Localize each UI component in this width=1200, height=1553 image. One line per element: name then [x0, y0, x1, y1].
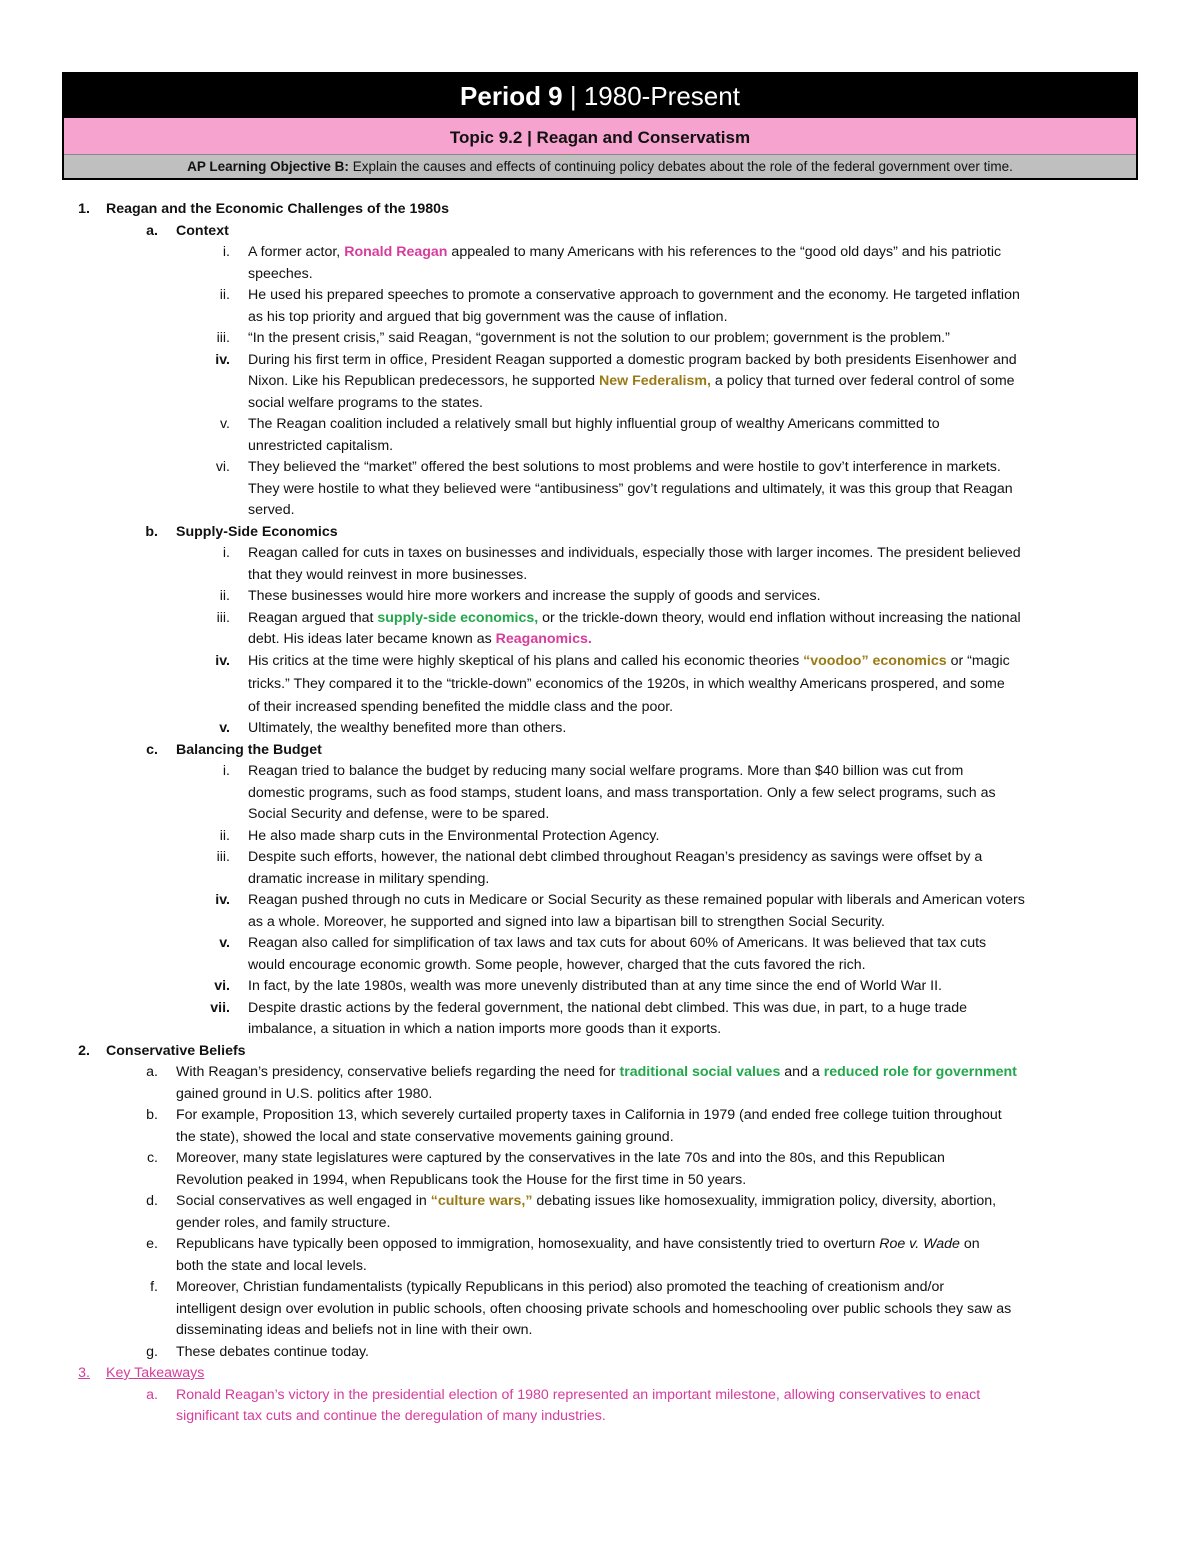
- outline-text: [176, 740, 322, 762]
- outline-text: [248, 933, 986, 955]
- outline-marker: e.: [146, 1236, 158, 1252]
- outline-text: [248, 328, 950, 350]
- outline-marker: a.: [146, 1064, 158, 1080]
- outline-marker: v.: [219, 935, 230, 951]
- outline-line: [0, 955, 1200, 977]
- outline-marker: i.: [222, 244, 230, 260]
- outline-line: [0, 869, 1200, 891]
- text-segment: Social conservatives as well engaged in: [176, 1193, 431, 1209]
- outline-marker: iii.: [216, 330, 230, 346]
- outline-text: [248, 697, 673, 719]
- outline-text: [248, 414, 940, 436]
- outline-line: [0, 285, 1200, 307]
- outline-text: [248, 371, 1015, 393]
- text-segment: that they would reinvest in more businesses.: [248, 566, 528, 583]
- outline-line: [0, 264, 1200, 286]
- outline-line: [0, 608, 1200, 630]
- outline-line: [0, 651, 1200, 673]
- text-segment: appealed to many Americans with his references to the “good old days” and his patriotic: [447, 244, 1002, 260]
- text-segment: Moreover, Christian fundamentalists (typically Republicans in this period) also promoted the teaching of creationism and/or: [176, 1279, 945, 1295]
- outline-text: [176, 1148, 945, 1170]
- text-segment: disseminating ideas and beliefs not in line with their own.: [176, 1322, 533, 1338]
- outline-line: [0, 804, 1200, 826]
- text-segment: During his first term in office, President Reagan supported a domestic program backed by both presidents Eisenhower and: [248, 351, 1017, 368]
- outline-text: [248, 912, 885, 934]
- highlighted-term: significant tax cuts and continue the deregulation of many industries.: [176, 1408, 606, 1424]
- highlighted-term: Roe v. Wade: [879, 1236, 960, 1252]
- outline-text: [176, 1256, 367, 1278]
- outline-text: [248, 1019, 721, 1041]
- highlighted-term: Key Takeaways: [106, 1365, 205, 1381]
- outline-text: [176, 1320, 532, 1342]
- outline-text: [106, 1363, 204, 1385]
- outline-line: [0, 1213, 1200, 1235]
- outline-marker: ii.: [219, 588, 230, 604]
- outline-line: [0, 199, 1200, 221]
- outline-text: [248, 826, 659, 848]
- outline-marker: ii.: [219, 287, 230, 303]
- outline-text: [248, 500, 295, 522]
- outline-line: [0, 718, 1200, 740]
- text-segment: gender roles, and family structure.: [176, 1214, 391, 1231]
- text-segment: the state), showed the local and state conservative movements gaining ground.: [176, 1128, 674, 1145]
- outline-line: [0, 350, 1200, 372]
- outline-line: [0, 1385, 1200, 1407]
- outline-marker: d.: [146, 1193, 158, 1209]
- outline-text: [176, 1234, 980, 1256]
- text-segment: speeches.: [248, 265, 313, 282]
- outline-text: [176, 1127, 674, 1149]
- outline-line: [0, 740, 1200, 762]
- text-segment: Reagan also called for simplification of tax laws and tax cuts for about 60% of Americans. It was believed that tax cuts: [248, 935, 987, 951]
- outline-text: [176, 1406, 606, 1428]
- outline-marker: iv.: [215, 652, 230, 669]
- text-segment: Conservative Beliefs: [106, 1042, 246, 1059]
- text-segment: Context: [176, 222, 229, 239]
- outline-line: [0, 1342, 1200, 1364]
- text-segment: would encourage economic growth. Some people, however, charged that the cuts favored the rich.: [248, 956, 866, 973]
- text-segment: as a whole. Moreover, he supported and signed into law a bipartisan bill to strengthen Social Security.: [248, 913, 885, 930]
- text-segment: unrestricted capitalism.: [248, 437, 394, 454]
- outline-line: [0, 697, 1200, 719]
- text-segment: His critics at the time were highly skeptical of his plans and called his economic theories: [248, 652, 804, 669]
- outline-text: [248, 586, 821, 608]
- outline-text: [248, 608, 1021, 630]
- highlighted-term: reduced role for government: [823, 1064, 1017, 1080]
- outline-line: [0, 586, 1200, 608]
- objective-text: Explain the causes and effects of continuing policy debates about the role of the federal government over time.: [348, 159, 1013, 174]
- text-segment: He used his prepared speeches to promote a conservative approach to government and the economy. He targeted inflation: [248, 287, 1020, 303]
- outline-line: [0, 393, 1200, 415]
- outline-marker: vii.: [210, 999, 230, 1016]
- outline-line: [0, 761, 1200, 783]
- outline-marker: c.: [146, 1150, 158, 1166]
- outline-line: [0, 1299, 1200, 1321]
- text-segment: on: [959, 1236, 980, 1252]
- outline-line: [0, 436, 1200, 458]
- outline-text: [176, 221, 229, 243]
- outline-marker: ii.: [219, 827, 230, 844]
- text-segment: “In the present crisis,” said Reagan, “government is not the solution to our problem; government is the problem.”: [248, 330, 950, 346]
- outline-marker: iii.: [216, 609, 230, 626]
- text-segment: social welfare programs to the states.: [248, 394, 483, 411]
- outline-line: [0, 565, 1200, 587]
- outline-line: [0, 629, 1200, 651]
- outline-text: [248, 393, 483, 415]
- outline-line: [0, 933, 1200, 955]
- outline-text: [248, 285, 1020, 307]
- outline-marker: a.: [146, 1386, 158, 1403]
- text-segment: Nixon. Like his Republican predecessors, he supported: [248, 373, 599, 389]
- outline-line: [0, 976, 1200, 998]
- outline-marker: 1.: [78, 201, 90, 217]
- outline-line: [0, 1084, 1200, 1106]
- text-segment: Reagan tried to balance the budget by reducing many social welfare programs. More than $40 billion was cut from: [248, 763, 964, 779]
- outline-line: [0, 1127, 1200, 1149]
- text-segment: In fact, by the late 1980s, wealth was more unevenly distributed than at any time since the end of World War II.: [248, 978, 942, 994]
- outline-marker: 3.: [78, 1365, 90, 1381]
- text-segment: a policy that turned over federal control of some: [710, 373, 1015, 389]
- outline-text: [176, 1191, 996, 1213]
- outline-text: [248, 457, 1001, 479]
- outline-text: [176, 1342, 369, 1364]
- outline-line: [0, 457, 1200, 479]
- outline-line: [0, 500, 1200, 522]
- text-segment: intelligent design over evolution in public schools, often choosing private schools and homeschooling over public schools they saw as: [176, 1300, 1012, 1317]
- outline-line: [0, 1320, 1200, 1342]
- text-segment: Revolution peaked in 1994, when Republicans took the House for the first time in 50 years.: [176, 1171, 747, 1188]
- highlighted-term: “voodoo” economics: [803, 652, 947, 669]
- outline-line: [0, 1406, 1200, 1428]
- outline-text: [248, 869, 489, 891]
- outline-line: [0, 1148, 1200, 1170]
- text-segment: Despite such efforts, however, the national debt climbed throughout Reagan’s presidency as savings were offset by a: [248, 849, 983, 865]
- outline-text: [248, 436, 393, 458]
- outline-text: [248, 761, 963, 783]
- outline-marker: vi.: [214, 978, 230, 994]
- outline-text: [248, 672, 1005, 697]
- outline-text: [248, 998, 967, 1020]
- outline-marker: vi.: [215, 459, 230, 475]
- highlighted-term: traditional social values: [619, 1064, 781, 1080]
- outline-text: [176, 1084, 432, 1106]
- text-segment: These businesses would hire more workers and increase the supply of goods and services.: [248, 588, 821, 604]
- outline-text: [248, 350, 1017, 372]
- text-segment: Reagan pushed through no cuts in Medicare or Social Security as these remained popular with liberals and American voters: [248, 892, 1025, 908]
- text-segment: Reagan and the Economic Challenges of the 1980s: [106, 201, 449, 217]
- outline-line: [0, 998, 1200, 1020]
- text-segment: debt. His ideas later became known as: [248, 631, 496, 647]
- outline-line: [0, 328, 1200, 350]
- outline-line: [0, 414, 1200, 436]
- text-segment: and a: [780, 1064, 824, 1080]
- period-range: | 1980-Present: [562, 81, 740, 111]
- outline-text: [248, 718, 566, 740]
- text-segment: or “magic: [946, 652, 1010, 669]
- outline-line: [0, 1256, 1200, 1278]
- text-segment: Reagan called for cuts in taxes on businesses and individuals, especially those with larger incomes. The president believed: [248, 545, 1021, 561]
- topic-label: Topic 9.2 | Reagan and Conservatism: [449, 128, 751, 147]
- outline-line: [0, 479, 1200, 501]
- outline-text: [248, 307, 728, 329]
- outline-text: [248, 264, 313, 286]
- outline-text: [248, 847, 982, 869]
- outline-text: [248, 804, 549, 826]
- text-segment: Balancing the Budget: [176, 741, 322, 758]
- outline-marker: a.: [146, 222, 158, 239]
- text-segment: debating issues like homosexuality, immigration policy, diversity, abortion,: [532, 1193, 997, 1209]
- highlighted-term: supply-side economics,: [377, 609, 539, 626]
- outline-line: [0, 1191, 1200, 1213]
- highlighted-term: Ronald Reagan’s victory in the presidential election of 1980 represented an important milestone, allowing conservatives to enact: [176, 1386, 981, 1403]
- text-segment: Supply-Side Economics: [176, 523, 338, 540]
- outline-text: [176, 1213, 391, 1235]
- outline-line: [0, 847, 1200, 869]
- text-segment: They believed the “market” offered the best solutions to most problems and were hostile to gov’t interference in markets.: [248, 459, 1001, 475]
- period-label: Period 9: [460, 81, 563, 111]
- text-segment: gained ground in U.S. politics after 1980.: [176, 1085, 433, 1102]
- outline-line: [0, 783, 1200, 805]
- text-segment: Social Security and defense, were to be spared.: [248, 806, 550, 822]
- outline-line: [0, 522, 1200, 544]
- outline-marker: b.: [145, 523, 158, 540]
- outline-text: [248, 629, 592, 651]
- text-segment: or the trickle-down theory, would end inflation without increasing the national: [538, 609, 1021, 626]
- text-segment: imbalance, a situation in which a nation imports more goods than it exports.: [248, 1021, 722, 1037]
- text-segment: dramatic increase in military spending.: [248, 870, 490, 887]
- text-segment: For example, Proposition 13, which severely curtailed property taxes in California in 1979 (and ended free college tuition throughout: [176, 1107, 1002, 1123]
- outline-line: [0, 221, 1200, 243]
- outline-marker: v.: [219, 720, 230, 736]
- outline-line: [0, 371, 1200, 393]
- header-box: [62, 72, 1138, 180]
- outline-marker: i.: [222, 545, 230, 561]
- highlighted-term: Reaganomics.: [495, 631, 592, 647]
- outline-line: [0, 242, 1200, 264]
- outline-text: [176, 1105, 1002, 1127]
- outline-marker: c.: [146, 741, 158, 758]
- outline-text: [106, 1041, 246, 1063]
- outline-marker: iii.: [216, 849, 230, 865]
- text-segment: A former actor,: [248, 244, 345, 260]
- objective-label: AP Learning Objective B:: [187, 159, 349, 174]
- outline-text: [176, 522, 338, 544]
- text-segment: domestic programs, such as food stamps, student loans, and mass transportation. Only a few select programs, such as: [248, 784, 996, 801]
- text-segment: as his top priority and argued that big government was the cause of inflation.: [248, 308, 728, 325]
- outline-text: [248, 242, 1001, 264]
- outline-line: [0, 672, 1200, 697]
- outline-line: [0, 1019, 1200, 1041]
- outline-line: [0, 1277, 1200, 1299]
- outline-text: [248, 783, 996, 805]
- text-segment: Reagan argued that: [248, 609, 378, 626]
- outline-line: [0, 826, 1200, 848]
- highlighted-term: “culture wars,”: [430, 1193, 533, 1209]
- outline-text: [176, 1385, 980, 1407]
- outline-marker: iv.: [215, 351, 230, 368]
- text-segment: The Reagan coalition included a relatively small but highly influential group of wealthy Americans committed to: [248, 416, 940, 432]
- outline-line: [0, 543, 1200, 565]
- text-segment: tricks.” They compared it to the “trickle-down” economics of the 1920s, in which wealthy Americans prospered, and some: [248, 676, 1005, 692]
- outline-marker: g.: [146, 1343, 158, 1360]
- outline-text: [248, 890, 1025, 912]
- learning-objective: [64, 154, 1136, 178]
- outline-text: [248, 976, 942, 998]
- outline-text: [176, 1170, 746, 1192]
- topic-title: [64, 118, 1136, 154]
- outline-marker: v.: [220, 416, 230, 432]
- outline-line: [0, 1234, 1200, 1256]
- outline: [0, 199, 1200, 1428]
- outline-text: [248, 479, 1013, 501]
- outline-line: [0, 912, 1200, 934]
- outline-text: [248, 651, 1010, 673]
- outline-text: [248, 543, 1021, 565]
- text-segment: both the state and local levels.: [176, 1257, 367, 1274]
- outline-line: [0, 890, 1200, 912]
- outline-marker: f.: [150, 1279, 158, 1295]
- text-segment: of their increased spending benefited the middle class and the poor.: [248, 698, 674, 715]
- outline-text: [176, 1062, 1017, 1084]
- text-segment: With Reagan’s presidency, conservative beliefs regarding the need for: [176, 1064, 620, 1080]
- outline-text: [176, 1277, 944, 1299]
- outline-text: [106, 199, 449, 221]
- text-segment: Despite drastic actions by the federal government, the national debt climbed. This was due, in part, to a huge trade: [248, 999, 967, 1016]
- outline-line: [0, 307, 1200, 329]
- outline-marker: iv.: [215, 892, 230, 908]
- outline-marker: 2.: [78, 1042, 90, 1059]
- outline-text: [248, 955, 866, 977]
- outline-marker: b.: [146, 1107, 158, 1123]
- outline-line: [0, 1105, 1200, 1127]
- outline-text: [176, 1299, 1011, 1321]
- outline-marker: i.: [222, 763, 230, 779]
- text-segment: Republicans have typically been opposed to immigration, homosexuality, and have consistently tried to overturn: [176, 1236, 880, 1252]
- text-segment: He also made sharp cuts in the Environmental Protection Agency.: [248, 827, 660, 844]
- outline-text: [248, 565, 527, 587]
- text-segment: These debates continue today.: [176, 1343, 369, 1360]
- outline-line: [0, 1041, 1200, 1063]
- text-segment: Ultimately, the wealthy benefited more than others.: [248, 720, 567, 736]
- text-segment: They were hostile to what they believed were “antibusiness” gov’t regulations and ultimately, it was this group that Reagan: [248, 480, 1013, 497]
- highlighted-term: Ronald Reagan: [344, 244, 448, 260]
- highlighted-term: New Federalism,: [598, 373, 711, 389]
- period-title: [64, 74, 1136, 118]
- text-segment: Moreover, many state legislatures were captured by the conservatives in the late 70s and into the 80s, and this Republican: [176, 1150, 945, 1166]
- text-segment: served.: [248, 502, 295, 518]
- outline-line: [0, 1062, 1200, 1084]
- outline-line: [0, 1363, 1200, 1385]
- outline-line: [0, 1170, 1200, 1192]
